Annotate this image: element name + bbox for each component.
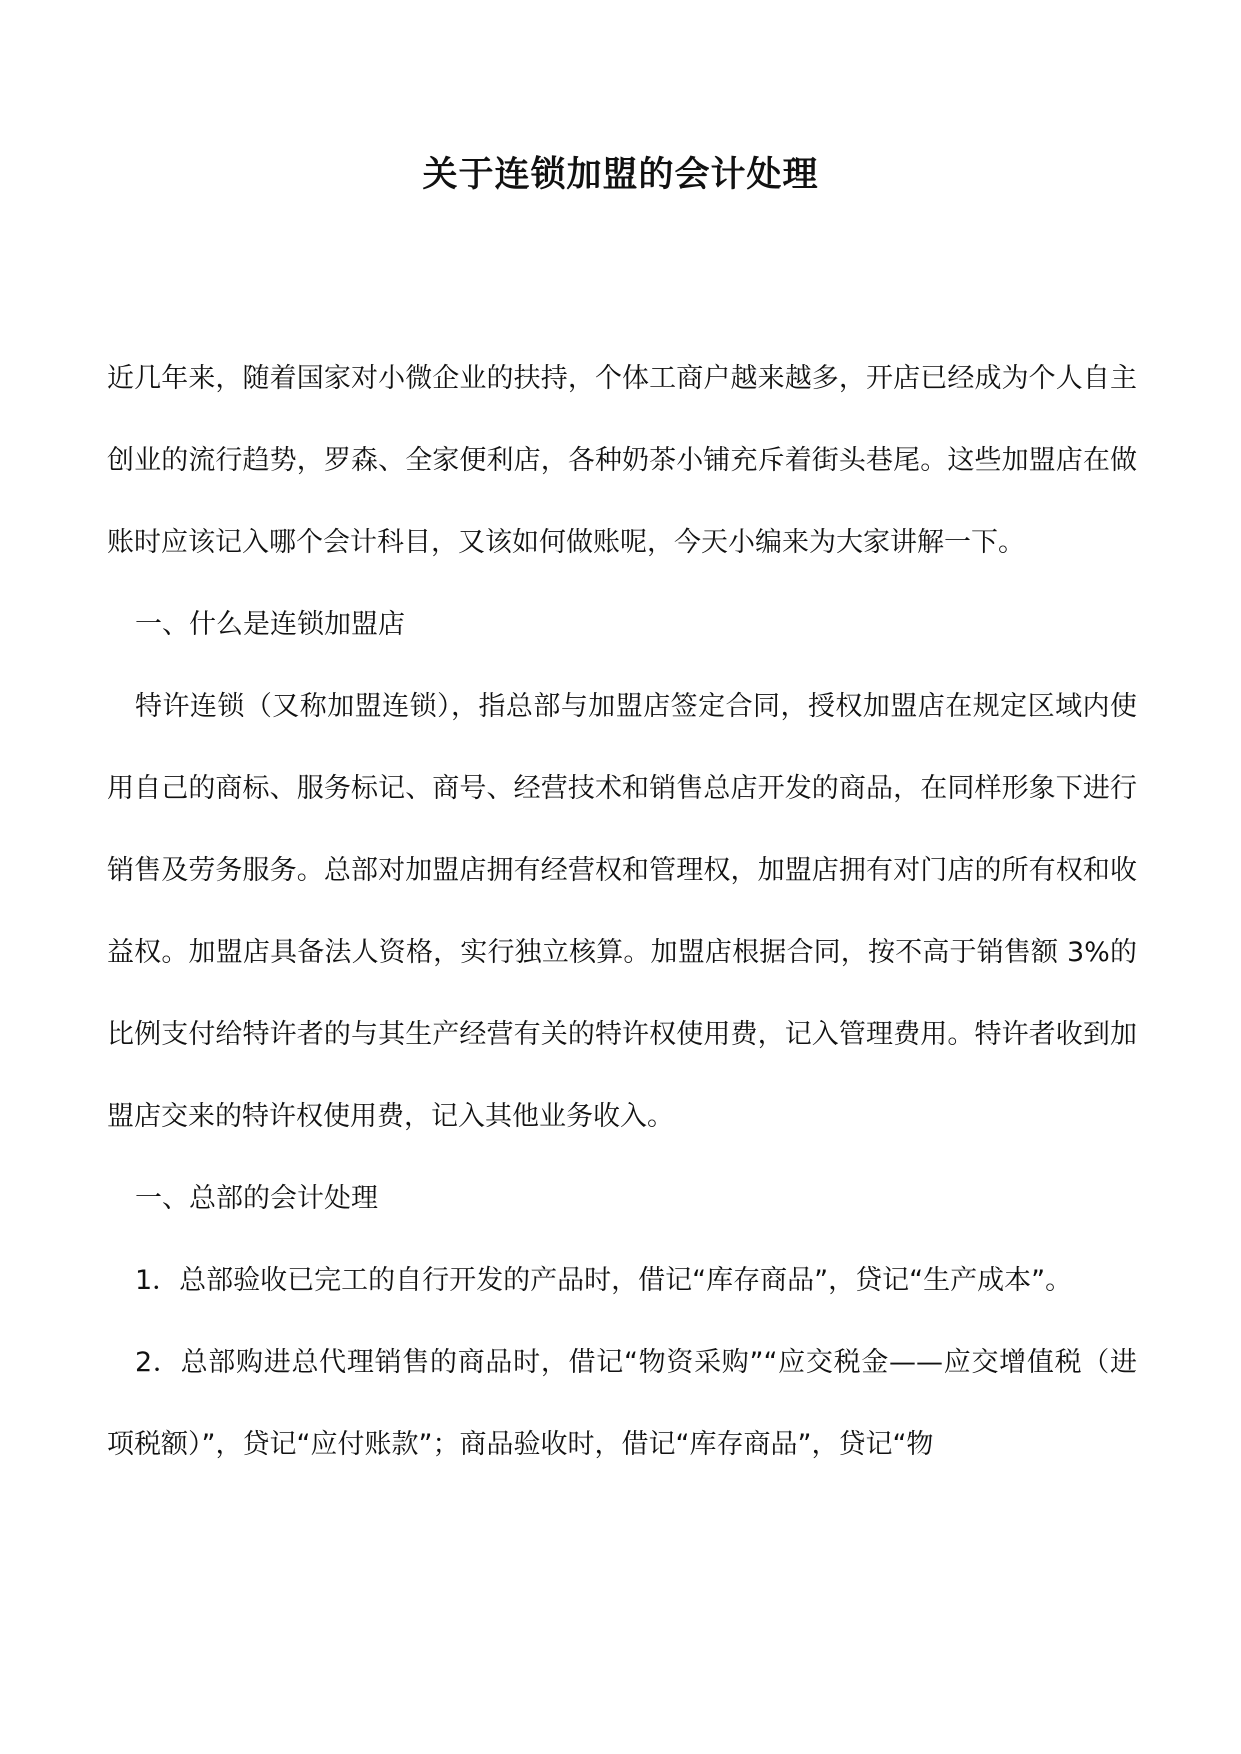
intro-paragraph: 近几年来，随着国家对小微企业的扶持，个体工商户越来越多，开店已经成为个人自主创业的流行趋势，罗森、全家便利店，各种奶茶小铺充斥着街头巷尾。这些加盟店在做账时应该记入哪个会计科目，又该如何做账呢，今天小编来为大家讲解一下。: [107, 363, 1137, 558]
document-title: 关于连锁加盟的会计处理: [422, 154, 819, 195]
section-heading-headquarters-accounting: 一、总部的会计处理: [135, 1183, 378, 1214]
list-item-1: 1．总部验收已完工的自行开发的产品时，借记“库存商品”，贷记“生产成本”。: [135, 1265, 1073, 1296]
franchise-definition-paragraph: 特许连锁（又称加盟连锁），指总部与加盟店签定合同，授权加盟店在规定区域内使用自己的商标、服务标记、商号、经营技术和销售总店开发的商品，在同样形象下进行销售及劳务服务。总部对加盟店拥有经营权和管理权，加盟店拥有对门店的所有权和收益权。加盟店具备法人资格，实行独立核算。加盟店根据合同，按不高于销售额 3%的比例支付给特许者的与其生产经营有关的特许权使用费，记入管理费用。特许者收到加盟店交来的特许权使用费，记入其他业务收入。: [107, 691, 1137, 1132]
section-heading-what-is-franchise: 一、什么是连锁加盟店: [135, 609, 405, 640]
document-body: [107, 338, 1137, 1486]
list-item-2: 2．总部购进总代理销售的商品时，借记“物资采购”“应交税金——应交增值税（进项税额）”，贷记“应付账款”；商品验收时，借记“库存商品”，贷记“物: [107, 1347, 1137, 1460]
